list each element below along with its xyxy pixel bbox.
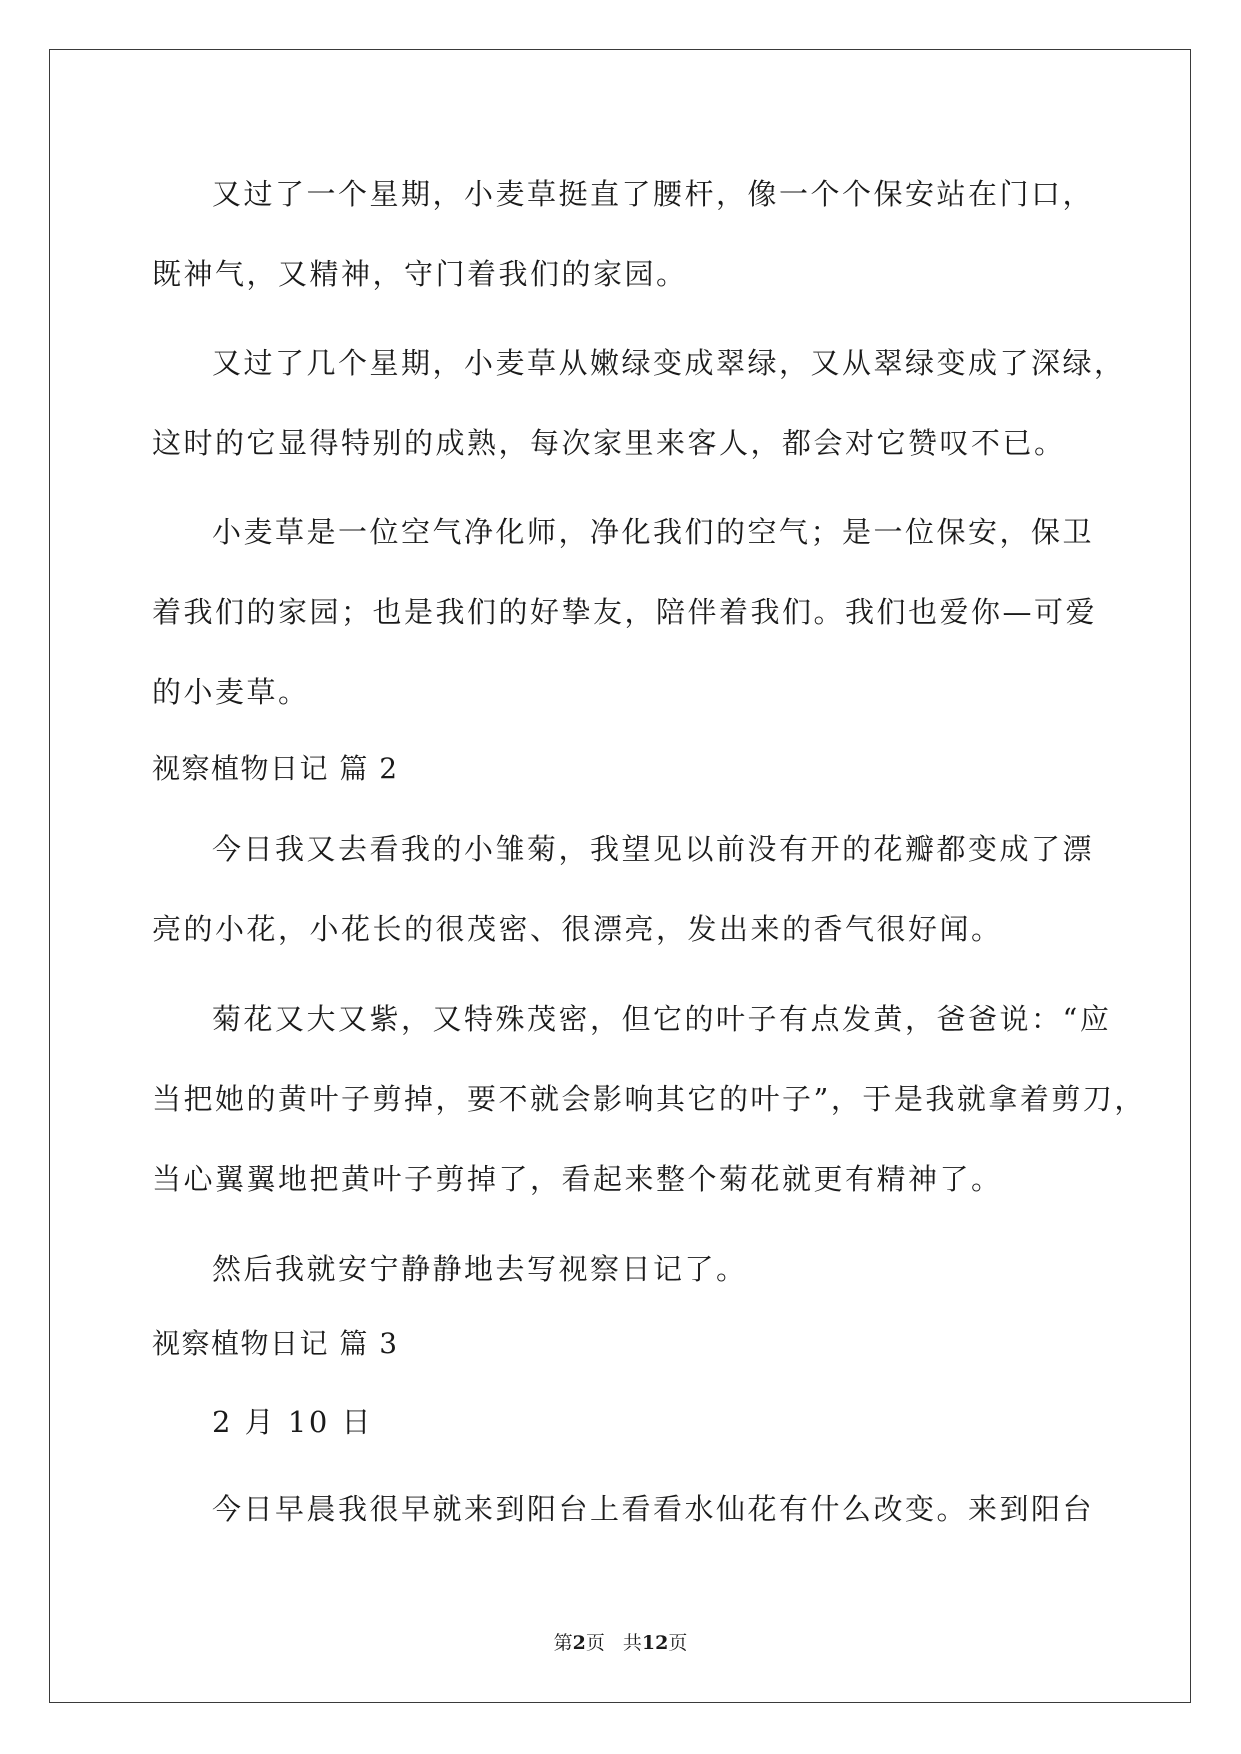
- paragraph-line: 既神气，又精神，守门着我们的家园。: [152, 257, 688, 291]
- paragraph-line: 又过了几个星期，小麦草从嫩绿变成翠绿，又从翠绿变成了深绿，: [212, 346, 1126, 380]
- total-page-number: 12: [641, 1632, 669, 1654]
- paragraph-line: 当心翼翼地把黄叶子剪掉了，看起来整个菊花就更有精神了。: [152, 1162, 1003, 1196]
- paragraph-line: 这时的它显得特别的成熟，每次家里来客人，都会对它赞叹不已。: [152, 426, 1066, 460]
- section-heading: 视察植物日记 篇 2: [152, 752, 399, 785]
- paragraph-line: 当把她的黄叶子剪掉，要不就会影响其它的叶子”，于是我就拿着剪刀，: [152, 1082, 1146, 1116]
- current-page-number: 2: [572, 1632, 586, 1654]
- footer-prefix: 第: [553, 1632, 573, 1654]
- page-border: [49, 49, 1191, 1703]
- page-footer: [0, 1628, 1241, 1655]
- footer-total-prefix: 共: [622, 1632, 642, 1654]
- paragraph-line: 亮的小花，小花长的很茂密、很漂亮，发出来的香气很好闻。: [152, 912, 1003, 946]
- footer-total-suffix: 页: [668, 1632, 688, 1654]
- paragraph-line: 今日我又去看我的小雏菊，我望见以前没有开的花瓣都变成了漂: [212, 832, 1095, 866]
- paragraph-line: 着我们的家园；也是我们的好挚友，陪伴着我们。我们也爱你—可爱: [152, 595, 1098, 629]
- paragraph-line: 菊花又大又紫，又特殊茂密，但它的叶子有点发黄，爸爸说：“应: [212, 1002, 1112, 1036]
- paragraph-line: 小麦草是一位空气净化师，净化我们的空气；是一位保安，保卫: [212, 515, 1095, 549]
- paragraph-line: 今日早晨我很早就来到阳台上看看水仙花有什么改变。来到阳台: [212, 1492, 1095, 1526]
- section-heading: 视察植物日记 篇 3: [152, 1327, 399, 1360]
- paragraph-line: 的小麦草。: [152, 675, 310, 709]
- paragraph-line: 又过了一个星期，小麦草挺直了腰杆，像一个个保安站在门口，: [212, 177, 1095, 211]
- date-line: 2 月 10 日: [212, 1405, 374, 1439]
- footer-page-suffix: 页: [585, 1632, 605, 1654]
- paragraph-line: 然后我就安宁静静地去写视察日记了。: [212, 1252, 748, 1286]
